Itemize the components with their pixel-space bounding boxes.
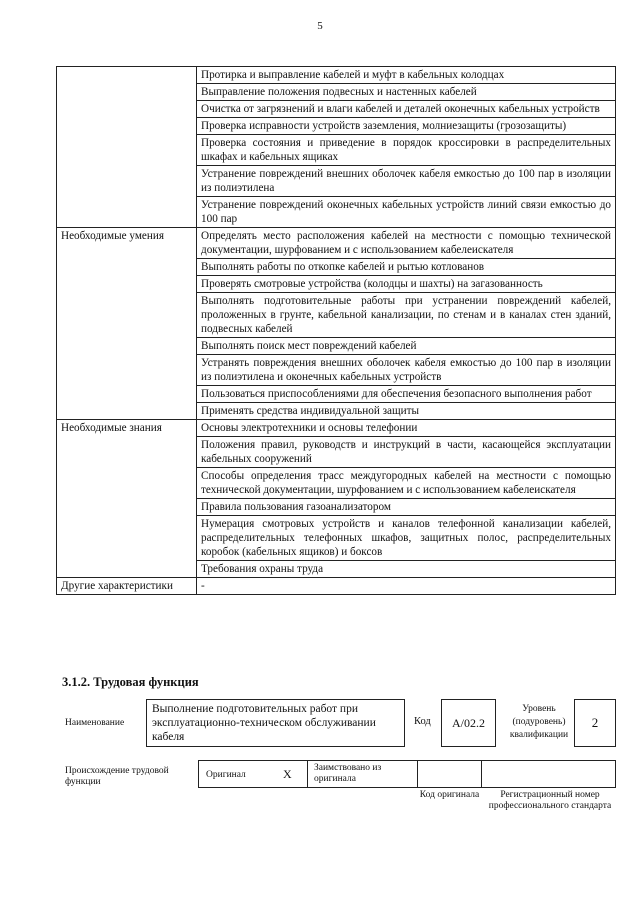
table-cell: Правила пользования газоанализатором [197,499,616,516]
table-row [57,578,616,595]
level-label: Уровень (подуровень) квалификации [509,704,569,740]
table-row [57,67,616,84]
table-cell: Пользоваться приспособлениями для обеспечения безопасного выполнения работ [197,386,616,403]
page-number: 5 [317,20,323,32]
table-cell: Выполнять подготовительные работы при устранении повреждений кабелей, проложенных в грунте, кабельной канализации, по стенам и в каналах стен зданий, подвесных кабелей [197,293,616,338]
table-row [57,228,616,259]
row-category-label: Необходимые знания [57,420,197,578]
code-label: Код [414,716,431,727]
reg-number-cell [481,760,616,788]
table-cell: Выправление положения подвесных и настенных кабелей [197,84,616,101]
table-cell: Выполнять работы по откопке кабелей и рытью котлованов [197,259,616,276]
table-row [57,420,616,437]
reg-number-label: Регистрационный номер профессионального стандарта [488,790,612,811]
table-cell: Устранять повреждения внешних оболочек кабеля емкостью до 100 пар в изоляции из полиэтилена и оконечных кабельных устройств [197,355,616,386]
table-cell: Очистка от загрязнений и влаги кабелей и деталей оконечных кабельных устройств [197,101,616,118]
original-label: Оригинал [206,770,246,780]
original-cell [198,760,308,788]
code-value-box: А/02.2 [441,699,496,747]
table-cell: Выполнять поиск мест повреждений кабелей [197,338,616,355]
borrowed-cell [307,760,418,788]
code-original-label: Код оригинала [419,790,480,800]
table-cell: Протирка и выправление кабелей и муфт в кабельных колодцах [197,67,616,84]
labor-functions-table [56,66,616,595]
table-cell: Положения правил, руководств и инструкций в части, касающейся эксплуатации кабельных сооружений [197,437,616,468]
table-cell: Проверять смотровые устройства (колодцы и шахты) на загазованность [197,276,616,293]
table-cell: Устранение повреждений внешних оболочек кабеля емкостью до 100 пар в изоляции из полиэтилена [197,166,616,197]
level-value-box: 2 [574,699,616,747]
name-label: Наименование [65,718,125,728]
borrowed-label: Заимствовано из оригинала [314,763,382,784]
section-title: 3.1.2. Трудовая функция [62,675,199,689]
table-cell: Устранение повреждений оконечных кабельных устройств линий связи емкостью до 100 пар [197,197,616,228]
table-cell: - [197,578,616,595]
function-name-box: Выполнение подготовительных работ при эксплуатационно-техническом обслуживании кабеля [146,699,405,747]
table-cell: Требования охраны труда [197,561,616,578]
row-category-label [57,67,197,228]
table-cell: Проверка состояния и приведение в порядок кроссировки в распределительных шкафах и кабельных ящиках [197,135,616,166]
table-cell: Основы электротехники и основы телефонии [197,420,616,437]
table-cell: Определять место расположения кабелей на местности с помощью технической документации, шурфованием и с использованием кабелеискателя [197,228,616,259]
table-cell: Проверка исправности устройств заземления, молниезащиты (грозозащиты) [197,118,616,135]
table-cell: Нумерация смотровых устройств и каналов телефонной канализации кабелей, распределительных телефонных шкафов, защитных полос, распределительных коробок (кабельных ящиков) и боксов [197,516,616,561]
code-original-cell [417,760,482,788]
table-cell: Способы определения трасс междугородных кабелей на местности с помощью технической документации, шурфованием и с использованием кабелеискателя [197,468,616,499]
origin-label: Происхождение трудовой функции [65,766,169,787]
row-category-label: Необходимые умения [57,228,197,420]
row-category-label: Другие характеристики [57,578,197,595]
original-mark: X [283,767,292,781]
table-cell: Применять средства индивидуальной защиты [197,403,616,420]
